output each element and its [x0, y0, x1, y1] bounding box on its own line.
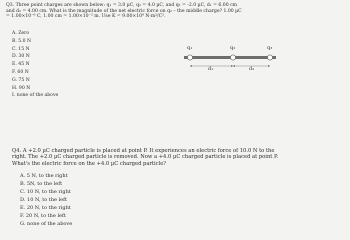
- q3-line-1: Q3. Three point charges are shown below: q₁ = 3.0 µC, q₂ = 4.0 µC, and q₃ = -2.0 µC, d₁ = 6.00 cm: [6, 3, 238, 8]
- q4-option-e[interactable]: E. 20 N, to the right: [20, 205, 71, 211]
- charge-diagram: [170, 40, 290, 80]
- q1-label: q₁: [187, 45, 193, 51]
- q4-line-2: right. The +2.0 µC charged particle is removed. Now a +4.0 µC charged particle is placed at point P.: [12, 154, 279, 161]
- q4-option-c[interactable]: C. 10 N, to the right: [20, 189, 71, 195]
- d1-arrow-head-right: [231, 65, 233, 67]
- charge-q3: [267, 55, 272, 60]
- q4-option-g[interactable]: G. none of the above: [20, 221, 73, 227]
- q4-question-text: [12, 148, 346, 167]
- q3-option-c[interactable]: C. 15 N: [12, 46, 30, 52]
- q4-option-f[interactable]: F. 20 N, to the left: [20, 213, 66, 219]
- charge-q1: [187, 55, 192, 60]
- q3-option-f[interactable]: F. 60 N: [12, 69, 29, 75]
- d2-arrow-head-left: [233, 65, 235, 67]
- q3-option-d[interactable]: D. 30 N: [12, 54, 30, 60]
- q3-line-2: and d₂ = 4.00 cm. What is the magnitude of the net electric force on q₂ – the middle charge? 1.00 µC: [6, 8, 242, 14]
- q3-line-3: = 1.00×10⁻⁶ C, 1.00 cm = 1.00×10⁻² m. Use K = 9.00×10⁹ N·m²/C².: [6, 14, 166, 20]
- d1-arrow-head-left: [190, 65, 192, 67]
- q4-options-list: [20, 172, 72, 228]
- q4-option-d[interactable]: D. 10 N, to the left: [20, 197, 67, 203]
- q3-option-h[interactable]: H. 90 N: [12, 85, 31, 91]
- d2-arrow-head-right: [268, 65, 270, 67]
- q3-option-i[interactable]: I. none of the above: [12, 93, 59, 99]
- d1-label: d₁: [208, 66, 214, 72]
- q3-option-b[interactable]: B. 5.0 N: [12, 38, 32, 44]
- q3-option-g[interactable]: G. 75 N: [12, 77, 30, 83]
- d2-label: d₂: [249, 66, 255, 72]
- charge-rod: [184, 56, 276, 59]
- q3-question-text: [6, 3, 344, 20]
- q4-option-b[interactable]: B. 5N, to the left: [20, 181, 63, 187]
- charge-q2: [230, 55, 235, 60]
- q3-label: q₃: [267, 45, 273, 51]
- q3-option-e[interactable]: E. 45 N: [12, 62, 30, 68]
- q3-options-list: [12, 30, 58, 100]
- q3-option-a[interactable]: A. Zero: [12, 31, 30, 36]
- q4-option-a[interactable]: A. 5 N, to the right: [20, 173, 68, 179]
- q4-line-1: Q4. A +2.0 µC charged particle is placed at point P. It experiences an electric force of 10.0 N to the: [12, 148, 275, 154]
- q4-line-3: What's the electric force on the +4.0 µC charged particle?: [12, 160, 167, 167]
- q2-label: q₂: [230, 45, 236, 51]
